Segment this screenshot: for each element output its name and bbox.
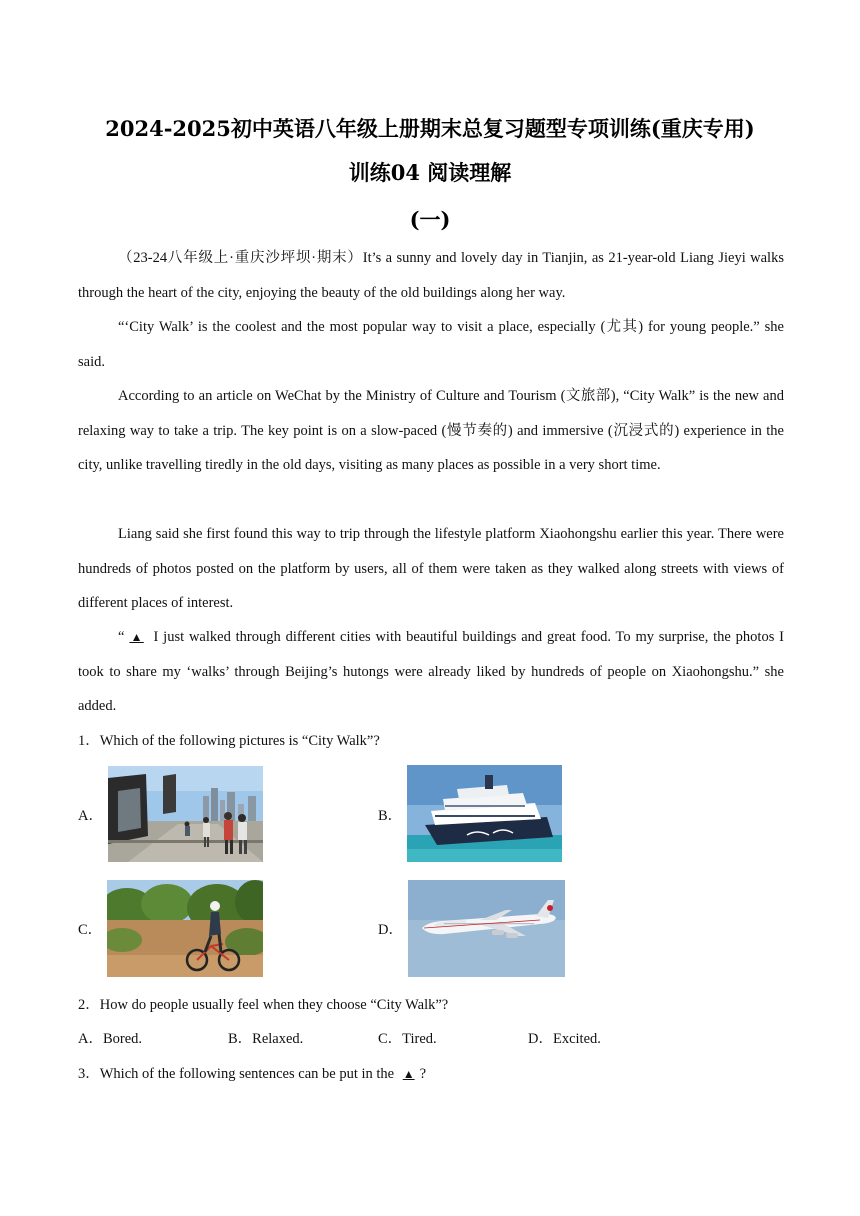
question-2: 2．How do people usually feel when they choose “City Walk”? <box>78 997 449 1013</box>
paragraph-1 <box>78 241 784 310</box>
option-b-label: B． <box>378 808 403 824</box>
airplane-photo-icon[interactable] <box>408 880 565 977</box>
q2-option-d[interactable]: D．Excited. <box>528 1031 601 1047</box>
paragraph-2: “‘City Walk’ is the coolest and the most popular way to visit a place, especially (尤其) for young people.” she said. <box>78 319 784 370</box>
option-c-label: C． <box>78 922 103 938</box>
paragraph-5-text: I just walked through different cities with beautiful buildings and great food. To my surprise, the photos I took to share my ‘walks’ through Beijing’s hutongs were already liked by hundreds of people on Xiaohongshu.” she added. <box>78 629 784 714</box>
section-title: 训练04 阅读理解 <box>348 160 512 185</box>
passage-number: (一) <box>409 207 451 232</box>
question-1: 1．Which of the following pictures is “City Walk”? <box>78 733 380 749</box>
mountain-bike-photo-icon[interactable] <box>107 880 263 977</box>
answer-blank: ▲ <box>129 630 144 644</box>
passage-source: （23-24八年级上·重庆沙坪坝·期末） <box>118 250 363 266</box>
question-3 <box>78 1064 426 1084</box>
q3-blank: ▲ <box>402 1067 415 1081</box>
option-d-label: D． <box>378 922 403 938</box>
document-title: 2024-2025初中英语八年级上册期末总复习题型专项训练(重庆专用) <box>105 116 755 141</box>
question-3-text: 3．Which of the following sentences can be put in the <box>78 1066 398 1082</box>
question-3-end: ? <box>419 1066 427 1082</box>
cruise-ship-photo-icon[interactable] <box>407 765 562 862</box>
paragraph-5 <box>78 620 784 724</box>
option-a-label: A． <box>78 808 103 824</box>
open-quote: “ <box>118 629 125 645</box>
q2-option-b[interactable]: B．Relaxed. <box>228 1031 304 1047</box>
city-walkway-photo-icon[interactable] <box>108 766 263 862</box>
paragraph-4: Liang said she first found this way to trip through the lifestyle platform Xiaohongshu earlier this year. There were hundreds of photos posted on the platform by users, all of them were taken as they walked along streets with views of different places of interest. <box>78 526 784 611</box>
q2-option-a[interactable]: A．Bored. <box>78 1031 143 1047</box>
paragraph-1-text: It’s a sunny and lovely day in Tianjin, as 21-year-old Liang Jieyi walks through the heart of the city, enjoying the beauty of the old buildings along her way. <box>78 250 784 301</box>
q2-option-c[interactable]: C．Tired. <box>378 1031 437 1047</box>
paragraph-3: According to an article on WeChat by the Ministry of Culture and Tourism (文旅部), “City Walk” is the new and relaxing way to take a trip. The key point is on a slow-paced (慢节奏的) and immersive (沉浸式的) experience in the city, unlike travelling tiredly in the old days, visiting as many places as possible in a very short time. <box>78 388 784 473</box>
